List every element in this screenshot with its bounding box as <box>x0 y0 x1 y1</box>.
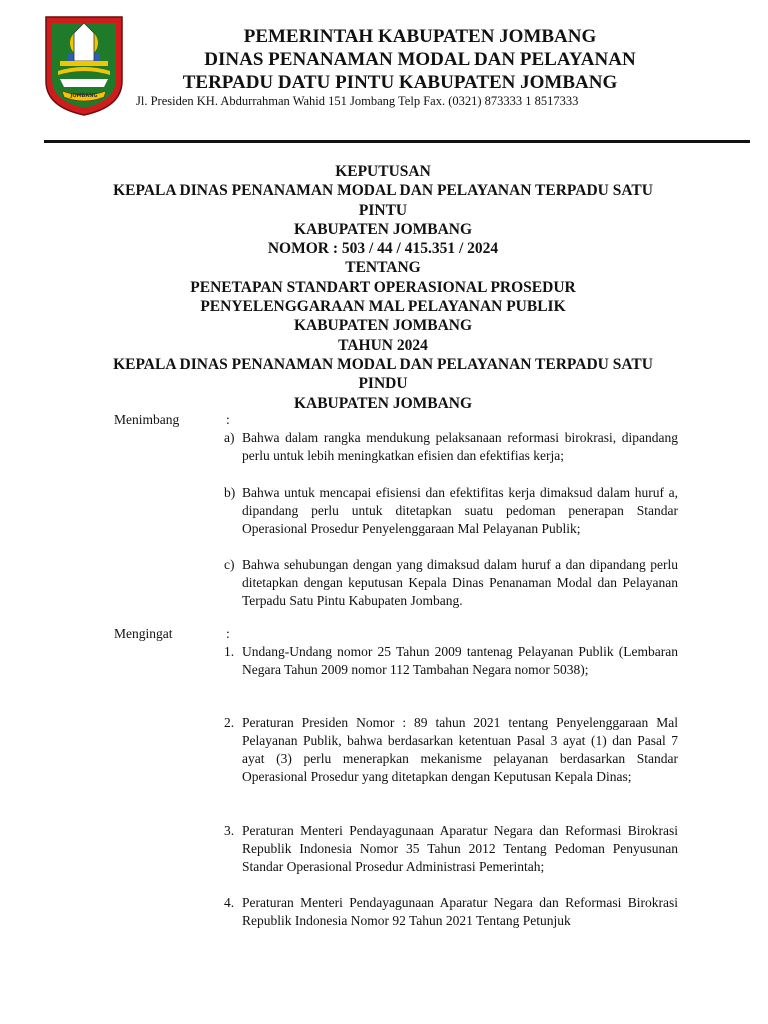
mengingat-item <box>224 643 678 679</box>
item-marker: 4. <box>224 895 235 910</box>
title-kepala-line-1: KEPALA DINAS PENANAMAN MODAL DAN PELAYANAN TERPADU SATU <box>113 182 653 200</box>
item-marker: a) <box>224 430 235 445</box>
item-text: Bahwa sehubungan dengan yang dimaksud dalam huruf a dan dipandang perlu ditetapkan dengan keputusan Kepala Dinas Penanaman Modal dan Pelayanan Terpadu Satu Pintu Kabupaten Jombang. <box>242 557 678 608</box>
item-text: Peraturan Presiden Nomor : 89 tahun 2021 tentang Penyelenggaraan Mal Pelayanan Publik, bahwa berdasarkan ketentuan Pasal 3 ayat (1) dan Pasal 7 ayat (3) perlu menerapkan mekanisme pelayanan berdasarkan Standar Operasional Prosedur yang ditetapkan dengan Keputusan Kepala Dinas; <box>242 715 678 784</box>
title-keputusan: KEPUTUSAN <box>335 163 431 180</box>
menimbang-item <box>224 429 678 465</box>
letterhead-line-3: TERPADU DATU PINTU KABUPATEN JOMBANG <box>182 72 618 93</box>
item-marker: c) <box>224 557 235 572</box>
mengingat-label: Mengingat <box>114 626 173 641</box>
jombang-regency-coat-of-arms-icon <box>44 15 124 117</box>
item-text: Bahwa dalam rangka mendukung pelaksanaan reformasi birokrasi, dipandang perlu untuk lebih meningkatkan efisien dan efektifias kerja; <box>242 430 678 463</box>
item-marker: 2. <box>224 715 235 730</box>
title-subject-line-2: PENYELENGGARAAN MAL PELAYANAN PUBLIK <box>200 298 566 316</box>
letterhead-line-1: PEMERINTAH KABUPATEN JOMBANG <box>243 26 597 47</box>
decree-title <box>80 162 686 413</box>
title-subject-line-3: KABUPATEN JOMBANG <box>293 317 473 335</box>
title-subject-line-1: PENETAPAN STANDART OPERASIONAL PROSEDUR <box>190 278 576 296</box>
letterhead-divider <box>44 140 750 143</box>
letterhead-address: Jl. Presiden KH. Abdurrahman Wahid 151 Jombang Telp Fax. (0321) 873333 1 8517333 <box>136 94 579 108</box>
title-kepala2-line-1: KEPALA DINAS PENANAMAN MODAL DAN PELAYANAN TERPADU SATU <box>113 355 653 373</box>
item-text: Undang-Undang nomor 25 Tahun 2009 tantenag Pelayanan Publik (Lembaran Negara Tahun 2009 nomor 112 Tambahan Negara nomor 5038); <box>242 644 678 677</box>
title-kepala2-line-2: PINDU <box>358 375 408 393</box>
title-tentang: TENTANG <box>345 259 421 277</box>
item-text: Peraturan Menteri Pendayagunaan Aparatur Negara dan Reformasi Birokrasi Republik Indonesia Nomor 35 Tahun 2012 Tentang Pedoman Penyusunan Standar Operasional Prosedur Administrasi Pemerintah; <box>242 823 678 874</box>
title-kabupaten: KABUPATEN JOMBANG <box>293 220 473 238</box>
menimbang-label: Menimbang <box>114 412 180 427</box>
title-nomor: NOMOR : 503 / 44 / 415.351 / 2024 <box>267 240 499 258</box>
item-text: Bahwa untuk mencapai efisiensi dan efektifitas kerja dimaksud dalam huruf a, dipandang perlu untuk ditetapkan suatu pedoman penerapan Standar Operasional Prosedur Penyelenggaraan Mal Pelayanan Publik; <box>242 485 678 536</box>
item-text: Peraturan Menteri Pendayagunaan Aparatur Negara dan Reformasi Birokrasi Republik Indonesia Nomor 92 Tahun 2021 Tentang Petunjuk <box>242 895 678 928</box>
letterhead-line-2: DINAS PENANAMAN MODAL DAN PELAYANAN <box>204 49 636 70</box>
item-marker: b) <box>224 485 236 500</box>
mengingat-item <box>224 822 678 876</box>
menimbang-colon: : <box>226 412 230 427</box>
title-tahun: TAHUN 2024 <box>338 336 428 354</box>
menimbang-item <box>224 484 678 538</box>
mengingat-item <box>224 714 678 786</box>
title-kepala-line-2: PINTU <box>358 201 408 219</box>
item-marker: 1. <box>224 644 235 659</box>
logo-caption: JOMBANG <box>70 93 98 99</box>
mengingat-colon: : <box>226 626 230 641</box>
menimbang-item <box>224 556 678 610</box>
title-kabupaten-2: KABUPATEN JOMBANG <box>293 394 473 412</box>
mengingat-item <box>224 894 678 930</box>
item-marker: 3. <box>224 823 235 838</box>
